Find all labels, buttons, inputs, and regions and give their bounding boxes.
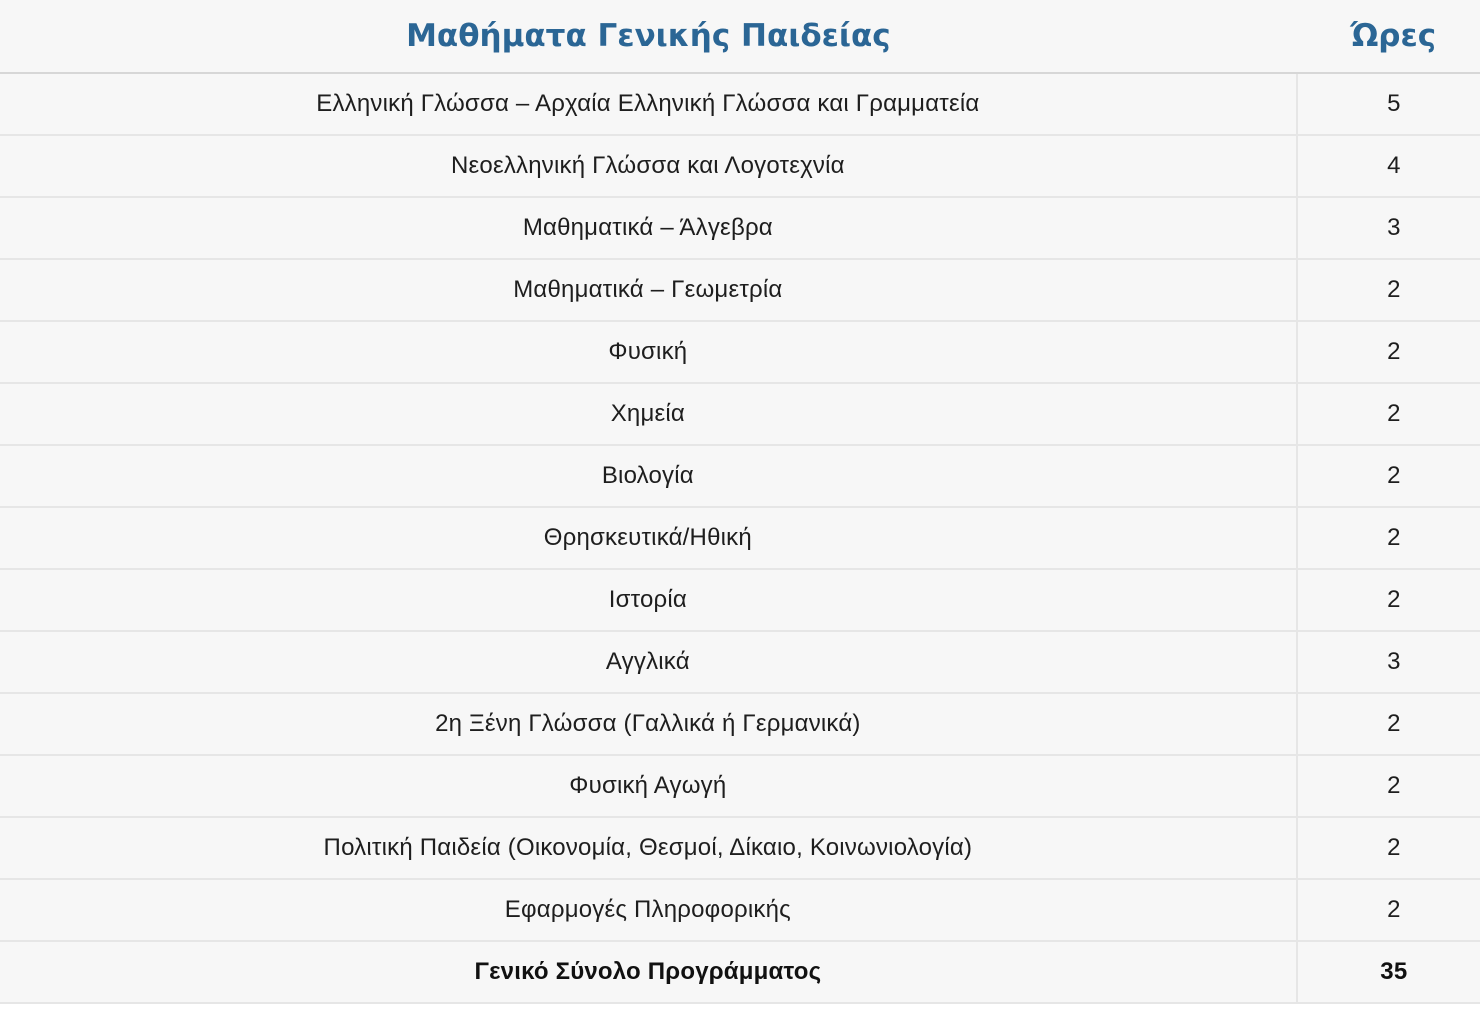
hours-cell: 2 xyxy=(1297,755,1480,817)
table-row xyxy=(0,259,1480,321)
table-row xyxy=(0,507,1480,569)
hours-cell: 2 xyxy=(1297,693,1480,755)
subject-cell: Ιστορία xyxy=(0,569,1297,631)
hours-cell: 2 xyxy=(1297,569,1480,631)
subject-cell: Πολιτική Παιδεία (Οικονομία, Θεσμοί, Δίκαιο, Κοινωνιολογία) xyxy=(0,817,1297,879)
subject-cell: Φυσική Αγωγή xyxy=(0,755,1297,817)
hours-cell: 2 xyxy=(1297,321,1480,383)
subject-cell: Νεοελληνική Γλώσσα και Λογοτεχνία xyxy=(0,135,1297,197)
subject-cell: Αγγλικά xyxy=(0,631,1297,693)
subject-cell: Ελληνική Γλώσσα – Αρχαία Ελληνική Γλώσσα και Γραμματεία xyxy=(0,73,1297,135)
table-row xyxy=(0,817,1480,879)
table-row xyxy=(0,879,1480,941)
hours-cell: 3 xyxy=(1297,197,1480,259)
hours-cell: 4 xyxy=(1297,135,1480,197)
total-row xyxy=(0,941,1480,1003)
table-row xyxy=(0,73,1480,135)
hours-cell: 2 xyxy=(1297,879,1480,941)
hours-cell: 2 xyxy=(1297,383,1480,445)
hours-cell: 3 xyxy=(1297,631,1480,693)
table-row xyxy=(0,693,1480,755)
hours-column-header: Ώρες xyxy=(1297,0,1480,73)
hours-cell: 2 xyxy=(1297,259,1480,321)
hours-cell: 2 xyxy=(1297,507,1480,569)
table-row xyxy=(0,321,1480,383)
subject-cell: Μαθηματικά – Γεωμετρία xyxy=(0,259,1297,321)
subject-column-header: Μαθήματα Γενικής Παιδείας xyxy=(0,0,1297,73)
table-row xyxy=(0,445,1480,507)
table-row xyxy=(0,631,1480,693)
subject-cell: Φυσική xyxy=(0,321,1297,383)
total-label-cell: Γενικό Σύνολο Προγράμματος xyxy=(0,941,1297,1003)
subject-cell: Εφαρμογές Πληροφορικής xyxy=(0,879,1297,941)
subject-cell: Θρησκευτικά/Ηθική xyxy=(0,507,1297,569)
subject-cell: Βιολογία xyxy=(0,445,1297,507)
subject-cell: Μαθηματικά – Άλγεβρα xyxy=(0,197,1297,259)
subject-cell: 2η Ξένη Γλώσσα (Γαλλικά ή Γερμανικά) xyxy=(0,693,1297,755)
total-hours-cell: 35 xyxy=(1297,941,1480,1003)
table-row xyxy=(0,135,1480,197)
table-header-row xyxy=(0,0,1480,73)
hours-cell: 5 xyxy=(1297,73,1480,135)
table-row xyxy=(0,755,1480,817)
subject-cell: Χημεία xyxy=(0,383,1297,445)
table-row xyxy=(0,569,1480,631)
hours-cell: 2 xyxy=(1297,817,1480,879)
hours-cell: 2 xyxy=(1297,445,1480,507)
table-row xyxy=(0,197,1480,259)
table-row xyxy=(0,383,1480,445)
